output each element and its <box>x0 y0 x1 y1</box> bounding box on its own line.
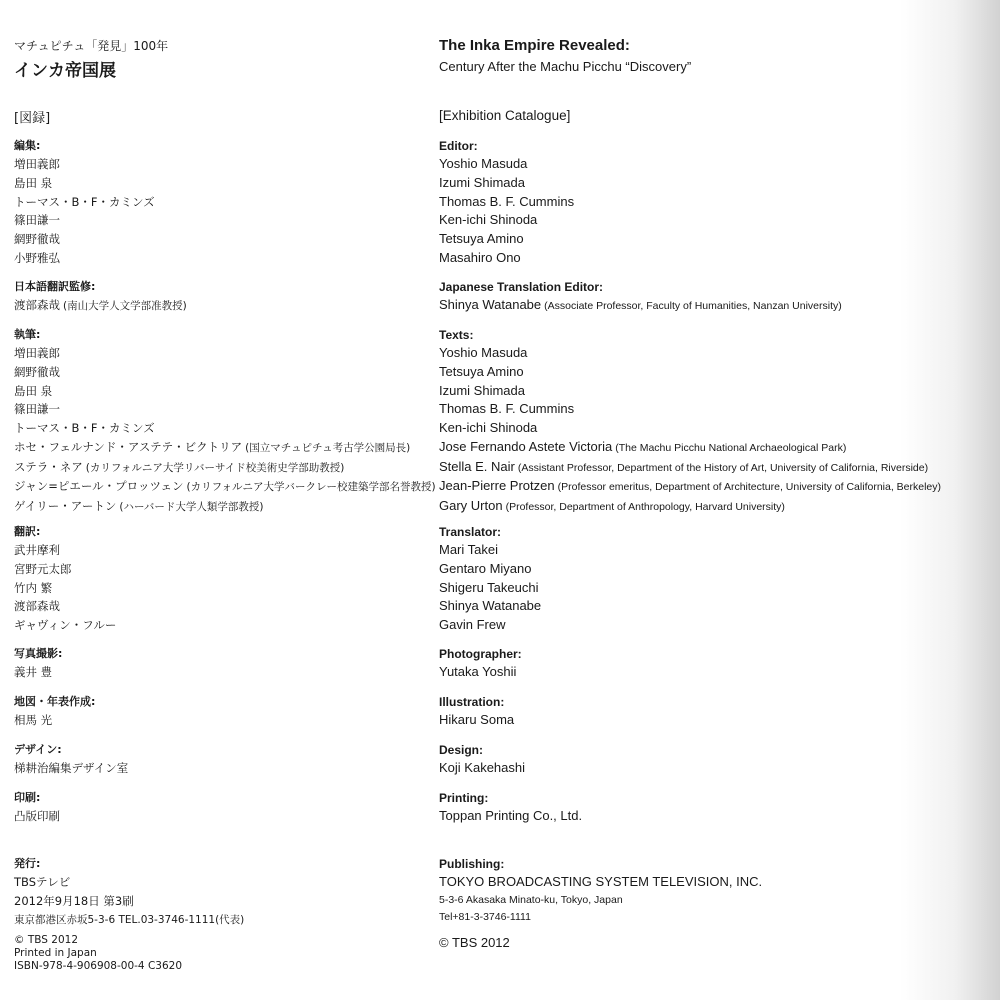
credit-name: 渡部森哉 <box>14 599 60 614</box>
credit-name: Tel+81-3-3746-1111 <box>439 910 531 923</box>
credit-row <box>14 579 116 598</box>
section-heading: Texts: <box>439 328 474 342</box>
credit-affiliation: (ハーバード大学人類学部教授) <box>119 501 264 513</box>
credit-name: 増田義郎 <box>14 157 60 171</box>
credit-name: Gary Urton <box>439 498 503 513</box>
credit-row <box>439 597 541 616</box>
en-section <box>439 855 762 926</box>
credit-name: Koji Kakehashi <box>439 760 525 775</box>
credit-name: TBSテレビ <box>14 875 71 889</box>
en-section <box>439 789 582 826</box>
jp-section <box>14 137 155 268</box>
credit-name: Izumi Shimada <box>439 174 525 190</box>
credit-name: Jean-Pierre Protzen <box>439 478 555 494</box>
credit-row <box>439 579 541 598</box>
credit-name: ギャヴィン・フルー <box>14 618 117 632</box>
en-section <box>439 934 510 953</box>
credit-name: Thomas B. F. Cummins <box>439 401 575 417</box>
section-heading: Illustration: <box>439 695 505 709</box>
jp-section <box>14 934 182 973</box>
credit-name: TOKYO BROADCASTING SYSTEM TELEVISION, INC. <box>439 874 763 889</box>
credit-name: 梯耕治編集デザイン室 <box>14 761 129 775</box>
credit-name: 宮野元太郎 <box>14 561 72 576</box>
credit-name: © TBS 2012 <box>14 934 78 946</box>
credit-name: Ken-ichi Shinoda <box>439 420 538 435</box>
credit-name: Mari Takei <box>439 542 499 557</box>
en-section <box>439 137 574 268</box>
jp-section <box>14 741 128 778</box>
credit-row <box>439 909 762 926</box>
credit-name: 2012年9月18日 第3刷 <box>14 893 134 908</box>
credit-name: Gentaro Miyano <box>439 560 532 576</box>
credit-name: ISBN-978-4-906908-00-4 C3620 <box>14 960 182 972</box>
credit-row <box>439 892 762 909</box>
section-heading: Photographer: <box>439 647 522 661</box>
credit-row <box>14 947 182 960</box>
credit-name: Stella E. Nair <box>439 458 515 474</box>
credit-affiliation: (Associate Professor, Faculty of Humanities, Nanzan University) <box>544 300 842 312</box>
credit-row <box>439 458 941 478</box>
credit-affiliation: (カリフォルニア大学リバーサイド校美術史学部助教授) <box>85 461 345 474</box>
jp-section <box>14 326 436 517</box>
credit-row <box>14 400 436 419</box>
en-section <box>439 523 541 635</box>
credit-row <box>439 438 941 458</box>
credit-row <box>14 497 436 517</box>
credit-name: 島田 泉 <box>14 383 53 398</box>
credit-row <box>439 616 541 635</box>
credit-row <box>439 807 582 826</box>
credit-name: Masahiro Ono <box>439 249 521 265</box>
credit-name: 篠田謙一 <box>14 213 60 228</box>
credit-row <box>14 759 128 778</box>
credit-name: 竹内 繁 <box>14 580 53 595</box>
en-catalogue-label: [Exhibition Catalogue] <box>439 108 571 123</box>
credit-row <box>14 807 60 826</box>
credit-name: 渡部森哉 <box>14 298 60 312</box>
section-heading: Publishing: <box>439 857 505 871</box>
credit-row <box>439 344 941 363</box>
credit-row <box>14 174 155 193</box>
section-heading: Design: <box>439 743 484 757</box>
section-heading: 印刷: <box>14 791 41 804</box>
credit-row <box>14 477 436 497</box>
credit-row <box>439 382 941 401</box>
credit-name: 凸版印刷 <box>14 809 60 823</box>
credit-name: 東京都港区赤坂5-3-6 TEL.03-3746-1111(代表) <box>14 913 245 926</box>
credit-row <box>14 541 116 560</box>
jp-subtitle: マチュピチュ「発見」100年 <box>14 39 169 53</box>
jp-title: インカ帝国展 <box>14 61 116 81</box>
credit-name: © TBS 2012 <box>439 935 510 950</box>
section-heading: 編集: <box>14 139 41 152</box>
credit-name: Shinya Watanabe <box>439 598 542 614</box>
jp-section <box>14 855 244 929</box>
credit-name: トーマス・B・F・カミンズ <box>14 194 155 209</box>
section-heading: デザイン: <box>14 743 62 756</box>
credit-name: Jose Fernando Astete Victoria <box>439 438 613 454</box>
credit-row <box>14 382 436 401</box>
credit-name: Izumi Shimada <box>439 382 525 398</box>
credit-name: Shinya Watanabe <box>439 297 542 312</box>
credit-name: Yoshio Masuda <box>439 345 528 360</box>
jp-section <box>14 645 62 682</box>
credit-row <box>14 249 155 268</box>
credit-name: Ken-ichi Shinoda <box>439 212 538 228</box>
credit-row <box>14 344 436 363</box>
credit-name: 相馬 光 <box>14 713 53 727</box>
credit-name: Yutaka Yoshii <box>439 664 517 679</box>
credit-row <box>14 873 244 892</box>
section-heading: 日本語翻訳監修: <box>14 280 96 293</box>
jp-section <box>14 693 95 730</box>
credit-row <box>439 711 514 730</box>
credit-row <box>439 193 574 212</box>
en-title: The Inka Empire Revealed: <box>439 37 630 54</box>
credit-row <box>14 211 155 230</box>
credit-name: ゲイリー・アートン <box>14 499 117 513</box>
section-heading: 地図・年表作成: <box>14 695 96 708</box>
en-section <box>439 326 941 517</box>
credit-name: Printed in Japan <box>14 947 97 959</box>
credit-row <box>14 663 62 682</box>
credit-row <box>14 155 155 174</box>
credit-name: 島田 泉 <box>14 175 53 190</box>
en-section <box>439 741 525 778</box>
credit-name: 5-3-6 Akasaka Minato-ku, Tokyo, Japan <box>439 893 623 906</box>
credit-row <box>439 560 541 579</box>
section-heading: Japanese Translation Editor: <box>439 280 604 294</box>
credit-affiliation: (The Machu Picchu National Archaeological Park) <box>615 441 847 454</box>
credit-row <box>439 934 510 953</box>
credit-name: 義井 豊 <box>14 665 53 679</box>
en-subtitle: Century After the Machu Picchu “Discovery” <box>439 59 692 74</box>
credit-row <box>439 400 941 419</box>
en-section <box>439 693 514 730</box>
credit-row <box>14 711 95 730</box>
credit-row <box>14 911 244 930</box>
jp-section <box>14 278 187 316</box>
credit-name: ホセ・フェルナンド・アステテ・ビクトリア <box>14 439 243 454</box>
credit-row <box>439 363 941 382</box>
credit-row <box>14 296 187 316</box>
credit-affiliation: (Assistant Professor, Department of the History of Art, University of California, Riverside) <box>517 461 929 474</box>
credit-name: Tetsuya Amino <box>439 363 524 379</box>
credit-name: 網野徹哉 <box>14 364 60 379</box>
section-heading: 翻訳: <box>14 525 41 538</box>
credit-row <box>14 458 436 478</box>
credit-name: 小野雅弘 <box>14 250 60 265</box>
credit-name: トーマス・B・F・カミンズ <box>14 421 155 435</box>
credit-row <box>14 616 116 635</box>
section-heading: 写真撮影: <box>14 647 63 660</box>
en-section <box>439 645 522 682</box>
credit-name: ジャン=ピエール・プロッツェン <box>14 479 184 494</box>
credit-row <box>439 663 522 682</box>
credit-affiliation: (カリフォルニア大学バークレー校建築学部名誉教授) <box>186 481 436 494</box>
credit-name: ステラ・ネア <box>14 459 83 474</box>
credit-row <box>14 363 436 382</box>
credit-name: 網野徹哉 <box>14 232 60 246</box>
jp-section <box>14 789 60 826</box>
section-heading: 執筆: <box>14 328 41 341</box>
credit-row <box>14 892 244 911</box>
credit-name: Thomas B. F. Cummins <box>439 193 575 209</box>
credit-name: Toppan Printing Co., Ltd. <box>439 808 583 823</box>
credit-name: Yoshio Masuda <box>439 156 528 171</box>
credit-name: 増田義郎 <box>14 346 60 360</box>
section-heading: 発行: <box>14 857 41 870</box>
section-heading: Editor: <box>439 139 478 153</box>
credit-affiliation: (Professor emeritus, Department of Architecture, University of California, Berkeley) <box>557 481 942 494</box>
credit-row <box>14 597 116 616</box>
credit-affiliation: (Professor, Department of Anthropology, Harvard University) <box>505 501 785 513</box>
credit-row <box>14 193 155 212</box>
credit-row <box>439 155 574 174</box>
jp-section <box>14 523 116 635</box>
credit-affiliation: (国立マチュピチュ考古学公園局長) <box>245 441 411 454</box>
section-heading: Printing: <box>439 791 489 805</box>
en-section <box>439 278 842 316</box>
credit-row <box>439 230 574 249</box>
credit-affiliation: (南山大学人文学部准教授) <box>63 300 187 312</box>
credit-row <box>439 249 574 268</box>
credit-row <box>439 296 842 316</box>
credit-row <box>439 497 941 517</box>
credit-row <box>439 477 941 497</box>
credit-row <box>14 560 116 579</box>
credit-name: Tetsuya Amino <box>439 231 524 246</box>
credit-row <box>14 438 436 458</box>
credit-row <box>439 174 574 193</box>
credit-row <box>439 873 762 892</box>
credit-name: Hikaru Soma <box>439 712 515 727</box>
credit-row <box>439 211 574 230</box>
credit-name: 篠田謙一 <box>14 402 60 417</box>
credit-row <box>439 541 541 560</box>
credit-name: Gavin Frew <box>439 617 506 632</box>
credit-name: 武井摩利 <box>14 543 60 557</box>
credit-row <box>14 230 155 249</box>
credit-name: Shigeru Takeuchi <box>439 579 539 595</box>
credit-row <box>14 419 436 438</box>
credit-row <box>439 419 941 438</box>
credit-row <box>14 960 182 973</box>
credit-row <box>439 759 525 778</box>
jp-catalogue-label: [図録] <box>14 111 51 126</box>
credit-row <box>14 934 182 947</box>
section-heading: Translator: <box>439 525 502 539</box>
